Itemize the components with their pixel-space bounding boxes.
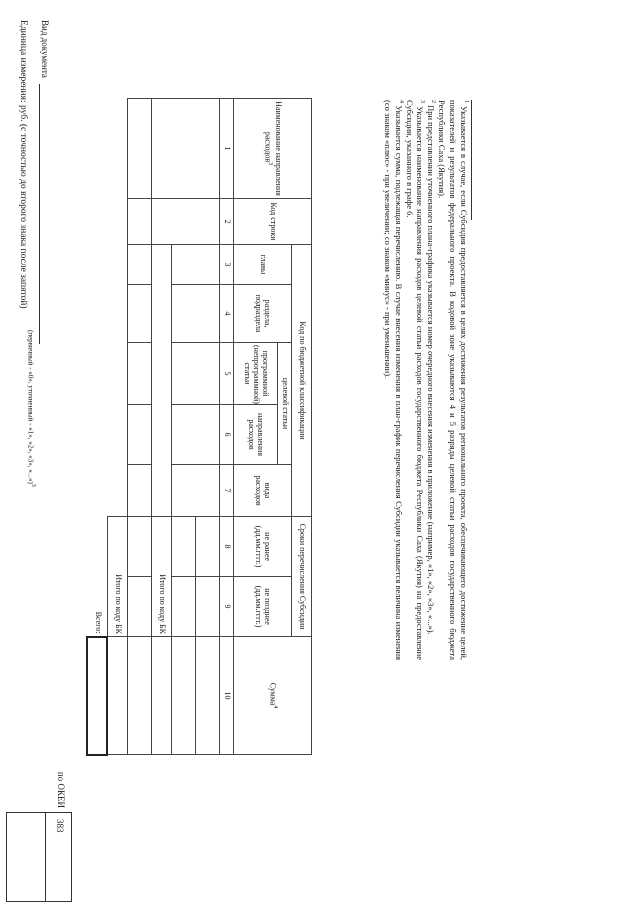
total-bk-1: Итого по коду БК <box>152 517 172 637</box>
data-cell[interactable] <box>128 637 152 755</box>
total-bk-2: Итого по коду БК <box>108 517 128 637</box>
footnote-3-text: Указывается наименование направления расходов целевой статьи расходов государственного бюджета Республики Саха (Якутия) на предоставление Субсидии, указанного в графе 6. <box>404 100 426 661</box>
data-cell[interactable] <box>172 465 220 517</box>
data-cell[interactable] <box>172 637 196 755</box>
doc-type-label: Вид документа <box>40 20 50 78</box>
schedule-table <box>87 98 313 756</box>
footnote-4-text: Указывается сумма, подлежащая перечислению. В случае внесения изменения в план-график перечисления Субсидии указывается величина изменения (со знаком «плюс» - при увеличении; со знаком «минус» - при уменьшении). <box>382 100 404 661</box>
footnote-1 <box>436 100 469 660</box>
data-cell[interactable] <box>172 405 220 465</box>
doc-type-hint-ref: 3 <box>30 483 36 487</box>
data-cell[interactable] <box>128 405 152 465</box>
okei-code: 383 <box>55 819 65 833</box>
footnote-4 <box>382 100 404 660</box>
doc-type-field[interactable] <box>39 84 50 344</box>
col-sum-text: Сумма <box>268 682 278 706</box>
header-name <box>234 99 312 199</box>
blank-cell <box>152 245 172 517</box>
col-number: 9 <box>220 577 234 637</box>
data-cell[interactable] <box>128 465 152 517</box>
data-cell[interactable] <box>172 517 196 577</box>
data-cell[interactable] <box>128 285 152 343</box>
col-number: 10 <box>220 637 234 755</box>
col-number: 6 <box>220 405 234 465</box>
data-cell[interactable] <box>172 245 220 285</box>
doc-type-hint-text: (первичный - «0», уточненный - «1», «2», «3», «...») <box>26 330 35 484</box>
header-program: программной (непрограммной) статьи <box>234 343 278 405</box>
data-cell[interactable] <box>128 245 152 285</box>
data-cell[interactable] <box>128 517 152 577</box>
col-number: 4 <box>220 285 234 343</box>
footnote-2-text: При представлении уточненного плана-графика указывается номер очередного внесения изменения в приложение (например, «1», «2», «3», «...»). <box>426 105 437 635</box>
data-cell[interactable] <box>128 577 152 637</box>
top-empty-box <box>6 812 46 902</box>
data-cell[interactable] <box>196 517 220 577</box>
header-section: раздела, подраздела <box>234 285 292 343</box>
col-number: 3 <box>220 245 234 285</box>
footnote-1-ref: 1 <box>462 100 469 103</box>
header-chapter: главы <box>234 245 292 285</box>
footnote-3-ref: 3 <box>419 100 426 103</box>
header-not-before: не ранее (дд.мм.гггг.) <box>234 517 292 577</box>
data-cell[interactable] <box>152 199 220 245</box>
header-direction: направления расходов <box>234 405 278 465</box>
okei-code-box <box>46 812 72 902</box>
doc-type-hint <box>27 330 36 630</box>
header-not-later: не позднее (дд.мм.гггг.) <box>234 577 292 637</box>
footnote-3 <box>404 100 426 660</box>
data-cell[interactable] <box>196 637 220 755</box>
footnote-divider <box>471 100 472 220</box>
data-cell[interactable] <box>128 199 152 245</box>
col-number: 2 <box>220 199 234 245</box>
col-number: 8 <box>220 517 234 577</box>
unit-label: Единица измерения: руб. (с точностью до второго знака после запятой) <box>18 20 28 309</box>
col-name-ref: 3 <box>267 162 274 166</box>
header-expense-type: вида расходов <box>234 465 292 517</box>
header-row-code: Код строки <box>234 199 312 245</box>
data-cell[interactable] <box>172 577 196 637</box>
data-cell[interactable] <box>172 343 220 405</box>
total-all-value[interactable] <box>88 637 108 755</box>
data-cell[interactable] <box>128 99 152 199</box>
data-cell[interactable] <box>172 285 220 343</box>
col-number: 1 <box>220 99 234 199</box>
header-target-item: целевой статьи <box>278 343 292 465</box>
total-bk-1-value[interactable] <box>152 637 172 755</box>
footnote-2 <box>426 100 437 660</box>
header-sum <box>234 637 312 755</box>
footnote-1-text: Указывается в случае, если Субсидия предоставляется в целях достижения результатов регионального проекта, обеспечивающего достижение целей, показателей и результатов федерального проекта. В кодовой зоне указываются 4 и 5 разряды целевой статьи расходов государственного бюджета Республики Саха (Якутия). <box>437 100 469 661</box>
data-cell[interactable] <box>152 99 220 199</box>
col-sum-ref: 4 <box>271 705 278 709</box>
total-all: Всего: <box>93 611 103 634</box>
footnotes <box>382 100 472 660</box>
footnote-4-ref: 4 <box>397 100 404 103</box>
header-budget-class: Код по бюджетной классификации <box>292 245 312 517</box>
doc-type-row <box>39 20 50 580</box>
data-cell[interactable] <box>196 577 220 637</box>
header-dates: Сроки перечисления Субсидии <box>292 517 312 637</box>
col-name-text: Наименование направления расходов <box>263 101 284 196</box>
col-number: 5 <box>220 343 234 405</box>
total-bk-2-value[interactable] <box>108 637 128 755</box>
data-cell[interactable] <box>128 343 152 405</box>
okei-label: по ОКЕИ <box>56 771 66 808</box>
footnote-2-ref: 2 <box>430 100 437 103</box>
blank-cell <box>108 99 128 517</box>
col-number: 7 <box>220 465 234 517</box>
